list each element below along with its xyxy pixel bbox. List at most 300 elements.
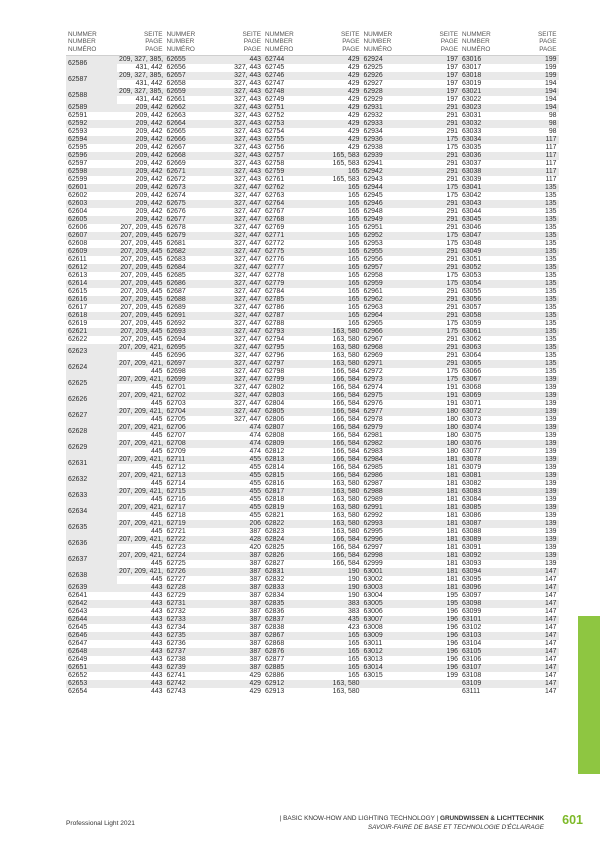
item-number: 62785 [263,296,314,304]
page-reference: 209, 442 [117,152,165,160]
item-number: 62749 [265,96,285,104]
item-number: 62786 [265,304,285,312]
page-reference: 199 [511,72,559,80]
item-number: 63079 [462,464,482,472]
page-reference: 445 [151,368,163,376]
page-reference: 291 [446,112,458,120]
table-row [66,504,559,512]
page-reference: 429 [314,72,362,80]
page-reference: 327, 447 [216,232,264,240]
item-number: 62949 [362,216,413,224]
item-number: 62687 [166,288,186,296]
item-number: 63012 [362,648,413,656]
item-number: 62685 [166,272,186,280]
table-row [66,536,559,544]
page-reference: 135 [511,312,559,320]
table-row [66,112,559,120]
page-reference: 429 [216,680,264,688]
item-number: 62669 [166,160,186,168]
item-number: 62659 [165,88,216,96]
item-number: 62768 [263,216,314,224]
item-number: 62754 [265,128,285,136]
item-number: 62722 [165,536,216,544]
table-row [66,448,559,456]
page-reference: 445 [151,576,163,584]
page-reference: 387 [216,648,264,656]
item-number: 62736 [166,640,186,648]
column-header-number: NUMMER NUMBER NUMÉRO [263,31,314,56]
page-reference: 135 [511,280,559,288]
item-number: 62958 [363,272,383,280]
item-number: 62729 [166,592,186,600]
page-reference: 327, 447 [234,336,261,344]
item-number: 62928 [362,88,413,96]
publication-title: Professional Light 2021 [66,820,135,827]
item-number: 62653 [66,680,117,688]
item-number: 62912 [263,680,314,688]
item-number: 63081 [460,472,511,480]
table-row [66,120,559,128]
page-reference: 207, 209, 421, [119,408,164,416]
page-reference: 455 [216,504,264,512]
item-number: 62705 [166,416,186,424]
page-reference: 135 [511,360,559,368]
item-number: 63107 [460,664,511,672]
page-reference: 181 [446,560,458,568]
item-number: 62677 [165,216,216,224]
page-reference: 327, 447 [216,280,264,288]
item-number: 63063 [460,344,511,352]
page-reference: 209, 442 [135,112,163,120]
page-reference: 429 [348,112,360,120]
page-reference: 135 [511,328,559,336]
page-reference: 291 [446,128,458,136]
page-reference: 327, 443 [234,80,261,88]
item-number: 63039 [462,176,482,184]
item-number: 62744 [263,56,314,65]
item-number: 62688 [165,296,216,304]
page-reference: 165 [348,256,360,264]
item-number: 62813 [263,456,314,464]
item-number: 62607 [66,232,117,240]
page-reference: 209, 442 [135,192,163,200]
table-row [66,528,559,536]
item-number: 63046 [462,224,482,232]
item-number: 62993 [362,520,413,528]
item-number: 62771 [263,232,314,240]
page-reference: 443 [216,56,264,65]
table-row [66,240,559,248]
item-number: 62769 [265,224,285,232]
page-reference: 209, 442 [135,144,163,152]
page-reference: 207, 209, 421, [119,344,164,352]
page-reference: 383 [348,608,360,616]
item-number: 62933 [362,120,413,128]
page-reference: 291 [413,216,461,224]
table-row [66,208,559,216]
page-reference: 190 [348,592,360,600]
column-header-page: SEITE PAGE PAGE [117,31,165,56]
item-number: 63015 [363,672,383,680]
page-reference: 327, 447 [234,192,261,200]
item-number: 62743 [166,688,186,696]
page-reference: 429 [348,96,360,104]
table-row [66,360,559,368]
item-number: 62984 [362,456,413,464]
page-reference: 327, 443 [234,96,261,104]
item-number: 62721 [166,528,186,536]
page-reference: 147 [545,592,557,600]
page-reference: 147 [545,608,557,616]
item-number: 63017 [462,64,482,72]
page-reference: 207, 209, 445 [120,336,163,344]
page-reference: 445 [151,512,163,520]
item-number: 62939 [362,152,413,160]
item-number: 62734 [166,624,186,632]
item-number: 62978 [363,416,383,424]
table-row [66,584,559,592]
page-reference: 135 [511,264,559,272]
page-reference: 327, 443 [234,160,261,168]
page-reference: 445 [151,464,163,472]
item-number: 63095 [462,576,482,584]
page-reference: 147 [545,656,557,664]
table-row [66,384,559,392]
page-reference: 199 [446,672,458,680]
item-number: 62788 [265,320,285,328]
page-reference: 209, 327, 385, [119,88,164,96]
page-reference: 139 [511,392,559,400]
page-reference: 443 [117,632,165,640]
page-reference: 443 [151,672,163,680]
column-header-number: NUMMER NUMBER NUMÉRO [66,31,117,56]
table-row [66,672,559,680]
item-number: 62731 [165,600,216,608]
item-number: 62635 [66,520,117,536]
item-number: 62628 [66,424,117,440]
item-number: 62745 [265,64,285,72]
page-reference: 327, 447 [234,320,261,328]
item-number: 62695 [165,344,216,352]
page-reference: 166, 584 [314,456,362,464]
page-reference: 197 [413,56,461,65]
page-reference: 207, 209, 445 [117,280,165,288]
item-number: 62704 [165,408,216,416]
item-number: 63064 [462,352,482,360]
table-row [66,216,559,224]
item-number: 63098 [460,600,511,608]
item-number: 63048 [462,240,482,248]
item-number: 62728 [165,584,216,592]
item-number: 63021 [460,88,511,96]
item-number: 62654 [68,688,88,696]
page-reference: 443 [117,680,165,688]
item-number: 62613 [68,272,88,280]
page-reference: 207, 209, 421, [119,376,164,384]
page-reference: 166, 584 [332,368,360,376]
item-number: 63014 [362,664,413,672]
page-reference: 455 [216,472,264,480]
item-number: 62666 [165,136,216,144]
page-reference: 429 [348,144,360,152]
page-reference: 327, 443 [234,176,261,184]
item-number: 62946 [362,200,413,208]
table-row [66,648,559,656]
item-number: 63068 [462,384,482,392]
page-reference: 445 [151,352,163,360]
header-row [66,31,559,56]
page-reference: 194 [545,80,557,88]
page-reference: 197 [446,96,458,104]
table-row [66,544,559,552]
item-number: 62809 [263,440,314,448]
table-row [66,352,559,360]
page-reference: 165 [348,192,360,200]
page-reference: 209, 442 [117,120,165,128]
page-reference: 147 [511,664,559,672]
page-reference: 191 [446,400,458,408]
index-table [66,31,559,696]
item-number: 62925 [363,64,383,72]
page-reference: 209, 327, 385, [119,56,164,64]
page-reference: 429 [314,88,362,96]
table-body [66,56,559,697]
page-reference: 423 [348,624,360,632]
page-reference: 207, 209, 445 [120,224,163,232]
page-reference: 147 [511,616,559,624]
item-number: 62633 [66,488,117,504]
item-number: 62995 [363,528,383,536]
page-reference: 443 [151,640,163,648]
table-row [66,512,559,520]
item-number: 63087 [460,520,511,528]
item-number: 62732 [166,608,186,616]
item-number: 63067 [460,376,511,384]
page-reference: 180 [446,432,458,440]
page-reference: 327, 443 [234,112,261,120]
item-number: 62631 [66,456,117,472]
page-reference: 135 [545,336,557,344]
item-number: 62691 [165,312,216,320]
page-reference: 291 [413,344,461,352]
page-reference: 163, 580 [332,480,360,488]
page-reference: 429 [314,120,362,128]
item-number: 62716 [166,496,186,504]
item-number: 62759 [263,168,314,176]
page-reference: 166, 584 [332,464,360,472]
page-reference: 327, 447 [216,328,264,336]
page-reference: 181 [413,456,461,464]
item-number: 62658 [166,80,186,88]
item-number: 62977 [362,408,413,416]
item-number: 62969 [363,352,383,360]
item-number: 62812 [265,448,285,456]
page-reference: 117 [545,176,557,184]
page-reference: 207, 209, 421, [119,488,164,496]
page-reference: 197 [413,88,461,96]
item-number: 62649 [68,656,88,664]
page-reference: 327, 443 [216,168,264,176]
item-number: 63049 [460,248,511,256]
page-number: 601 [562,813,583,827]
table-row [66,496,559,504]
item-number: 62818 [265,496,285,504]
page-reference: 327, 447 [234,256,261,264]
item-number: 63038 [460,168,511,176]
page-reference: 139 [545,528,557,536]
item-number: 62645 [68,624,88,632]
item-number: 62821 [265,512,285,520]
table-row [66,296,559,304]
item-number: 62926 [362,72,413,80]
item-number: 63018 [460,72,511,80]
empty-cell [413,680,461,688]
item-number: 63071 [462,400,482,408]
item-number: 62943 [363,176,383,184]
item-number: 63043 [460,200,511,208]
page-reference: 207, 209, 445 [117,328,165,336]
page-reference: 165 [348,672,360,680]
page-reference: 165 [314,184,362,192]
item-number: 62702 [165,392,216,400]
page-reference: 175 [446,272,458,280]
item-number: 62634 [66,504,117,520]
page-reference: 163, 580 [314,344,362,352]
item-number: 62757 [263,152,314,160]
table-row [66,72,559,80]
item-number: 62748 [263,88,314,96]
item-number: 63092 [460,552,511,560]
page-reference: 163, 580 [332,336,360,344]
item-number: 62725 [166,560,186,568]
item-number: 62673 [165,184,216,192]
item-number: 62626 [66,392,117,408]
item-number: 62932 [363,112,383,120]
table-row [66,488,559,496]
page-reference: 180 [413,440,461,448]
page-reference: 327, 447 [234,240,261,248]
page-reference: 327, 447 [216,312,264,320]
item-number: 62815 [263,472,314,480]
page-reference: 327, 447 [234,288,261,296]
page-reference: 163, 580 [314,360,362,368]
item-number: 63003 [362,584,413,592]
item-number: 62777 [263,264,314,272]
page-reference: 135 [545,224,557,232]
item-number: 63088 [462,528,482,536]
item-number: 62655 [165,56,216,65]
page-reference: 443 [117,584,165,592]
page-reference: 455 [249,464,261,472]
page-reference: 431, 442 [135,64,163,72]
item-number: 62612 [66,264,117,272]
item-number: 62817 [263,488,314,496]
page-reference: 207, 209, 445 [117,264,165,272]
page-reference: 291 [413,312,461,320]
table-row [66,624,559,632]
page-reference: 206 [216,520,264,528]
item-number: 63036 [460,152,511,160]
page-reference: 165 [314,648,362,656]
page-reference: 387 [216,632,264,640]
page-reference: 291 [413,152,461,160]
item-number: 62647 [68,640,88,648]
item-number: 63074 [460,424,511,432]
page-reference: 135 [545,368,557,376]
page-reference: 327, 447 [216,248,264,256]
page-reference: 165 [348,288,360,296]
item-number: 62825 [265,544,285,552]
item-number: 63054 [460,280,511,288]
page-reference: 181 [446,544,458,552]
table-row [66,344,559,352]
page-reference: 387 [249,576,261,584]
item-number: 63001 [362,568,413,576]
item-number: 62713 [165,472,216,480]
item-number: 62962 [362,296,413,304]
item-number: 62661 [166,96,186,104]
item-number: 62824 [263,536,314,544]
item-number: 62709 [166,448,186,456]
item-number: 62838 [265,624,285,632]
item-number: 62604 [68,208,88,216]
item-number: 62983 [363,448,383,456]
page-reference: 327, 447 [234,368,261,376]
table-row [66,128,559,136]
table-row [66,248,559,256]
page-reference: 139 [511,504,559,512]
page-reference: 199 [511,56,559,65]
item-number: 62724 [165,552,216,560]
item-number: 62595 [68,144,88,152]
item-number: 63066 [462,368,482,376]
page-reference: 196 [446,640,458,648]
page-reference: 165 [348,304,360,312]
item-number: 62776 [265,256,285,264]
item-number: 63097 [462,592,482,600]
page-reference: 98 [548,112,557,120]
item-number: 62678 [166,224,186,232]
item-number: 62717 [165,504,216,512]
item-number: 62727 [166,576,186,584]
page-reference: 431, 442 [135,80,163,88]
page-reference: 291 [413,168,461,176]
item-number: 63078 [460,456,511,464]
item-number: 63093 [462,560,482,568]
page-reference: 139 [511,408,559,416]
page-reference: 165, 583 [332,176,360,184]
item-number: 62794 [265,336,285,344]
page-reference: 445 [151,496,163,504]
item-number: 62798 [265,368,285,376]
item-number: 63103 [460,632,511,640]
item-number: 62876 [263,648,314,656]
page-reference: 209, 442 [117,200,165,208]
page-reference: 327, 447 [234,224,261,232]
item-number: 62632 [66,472,117,488]
item-number: 63056 [460,296,511,304]
page-reference: 165 [348,240,360,248]
item-number: 62982 [362,440,413,448]
page-reference: 387 [249,560,261,568]
page-reference: 443 [151,688,163,696]
item-number: 62606 [68,224,88,232]
item-number: 63076 [460,440,511,448]
page-reference: 165 [314,248,362,256]
item-number: 62621 [66,328,117,336]
page-reference: 181 [413,488,461,496]
page-reference: 163, 580 [314,328,362,336]
